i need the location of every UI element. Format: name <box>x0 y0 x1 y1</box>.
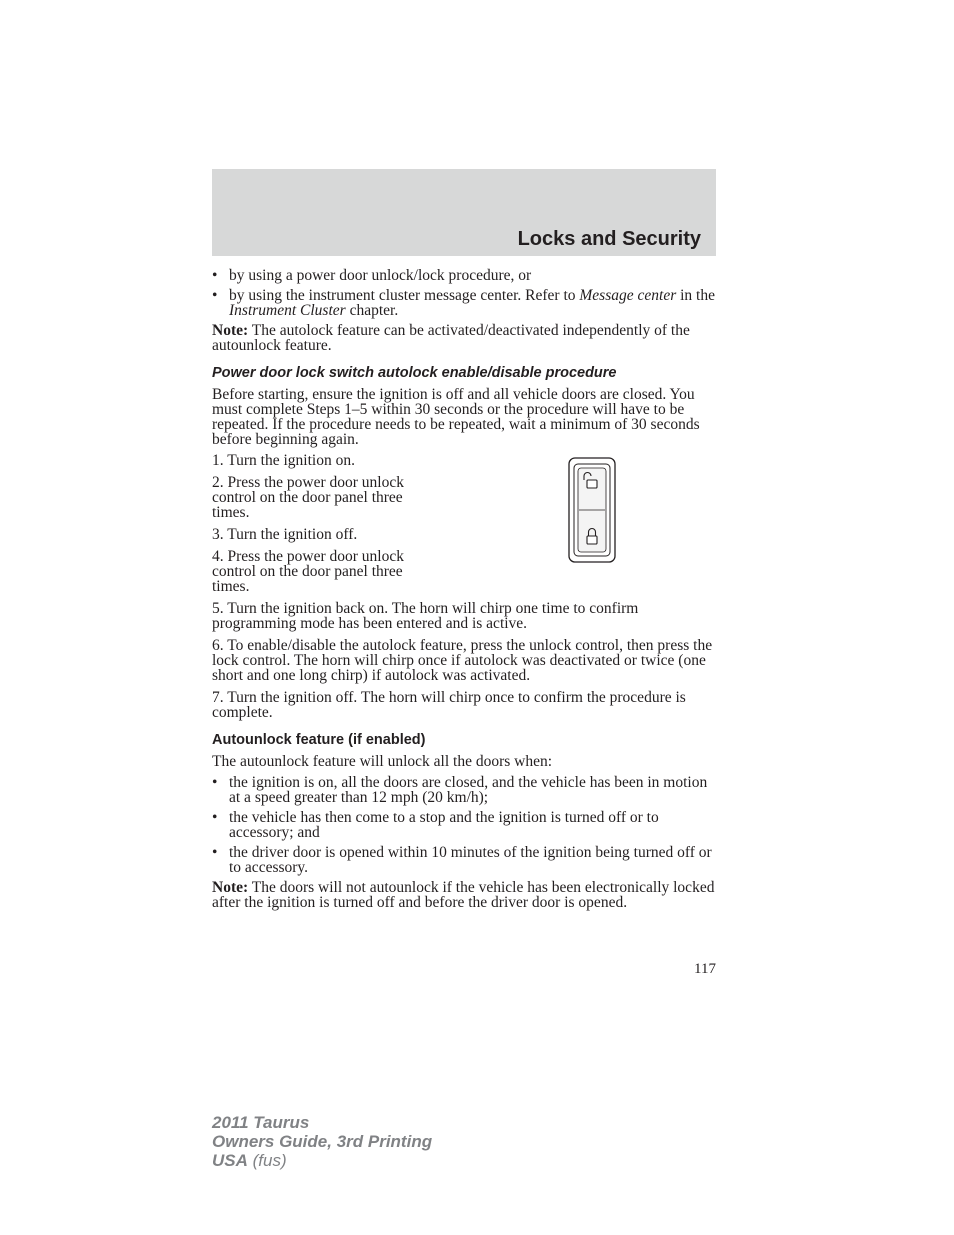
procedure-step: 4. Press the power door unlock control on the door panel three times. <box>212 548 404 595</box>
autolock-note: Note: The autolock feature can be activated/deactivated independently of the autounlock feature. <box>212 322 690 354</box>
section-heading-autolock-procedure: Power door lock switch autolock enable/disable procedure <box>212 365 617 381</box>
footer-edition: Owners Guide, 3rd Printing <box>212 1132 433 1151</box>
intro-bullet: • by using a power door unlock/lock procedure, or <box>212 268 716 283</box>
door-lock-switch-illustration <box>567 456 617 564</box>
chapter-header <box>212 169 716 256</box>
section-heading-autounlock: Autounlock feature (if enabled) <box>212 732 426 748</box>
page-number: 117 <box>694 961 716 977</box>
crossref-instrument-cluster: Instrument Cluster <box>229 302 346 319</box>
chapter-title: Locks and Security <box>517 228 701 250</box>
footer-model: 2011 Taurus <box>212 1113 310 1132</box>
procedure-step: 2. Press the power door unlock control on the door panel three times. <box>212 474 404 521</box>
intro-bullet: • by using the instrument cluster message center. Refer to Message center in the Instrument Cluster chapter. <box>212 288 716 318</box>
procedure-step: 5. Turn the ignition back on. The horn will chirp one time to confirm programming mode has been entered and is active. <box>212 600 639 632</box>
procedure-step: 3. Turn the ignition off. <box>212 526 358 543</box>
autounlock-condition: • the vehicle has then come to a stop and the ignition is turned off or to accessory; and <box>212 810 716 840</box>
procedure-step: 7. Turn the ignition off. The horn will chirp once to confirm the procedure is complete. <box>212 689 686 721</box>
footer-region: USA (fus) <box>212 1151 287 1170</box>
autounlock-note: Note: The doors will not autounlock if the vehicle has been electronically locked after the ignition is turned off and before the driver door is opened. <box>212 879 715 911</box>
procedure-step: 6. To enable/disable the autolock feature, press the unlock control, then press the lock control. The horn will chirp once if autolock was deactivated or twice (one short and one long chirp) if autolock was activated. <box>212 637 713 684</box>
document-footer <box>212 1113 432 1170</box>
autounlock-condition: • the ignition is on, all the doors are closed, and the vehicle has been in motion at a speed greater than 12 mph (20 km/h); <box>212 775 716 805</box>
page-content <box>212 268 716 916</box>
autounlock-intro: The autounlock feature will unlock all the doors when: <box>212 753 553 770</box>
procedure-step: 1. Turn the ignition on. <box>212 452 355 469</box>
procedure-intro: Before starting, ensure the ignition is off and all vehicle doors are closed. You must complete Steps 1–5 within 30 seconds or the procedure will have to be repeated. If the procedure needs to be repeated, wait a minimum of 30 seconds before beginning again. <box>212 386 700 448</box>
crossref-message-center: Message center <box>579 287 677 304</box>
autounlock-condition: • the driver door is opened within 10 minutes of the ignition being turned off or to accessory. <box>212 845 716 875</box>
procedure-steps <box>212 453 716 720</box>
